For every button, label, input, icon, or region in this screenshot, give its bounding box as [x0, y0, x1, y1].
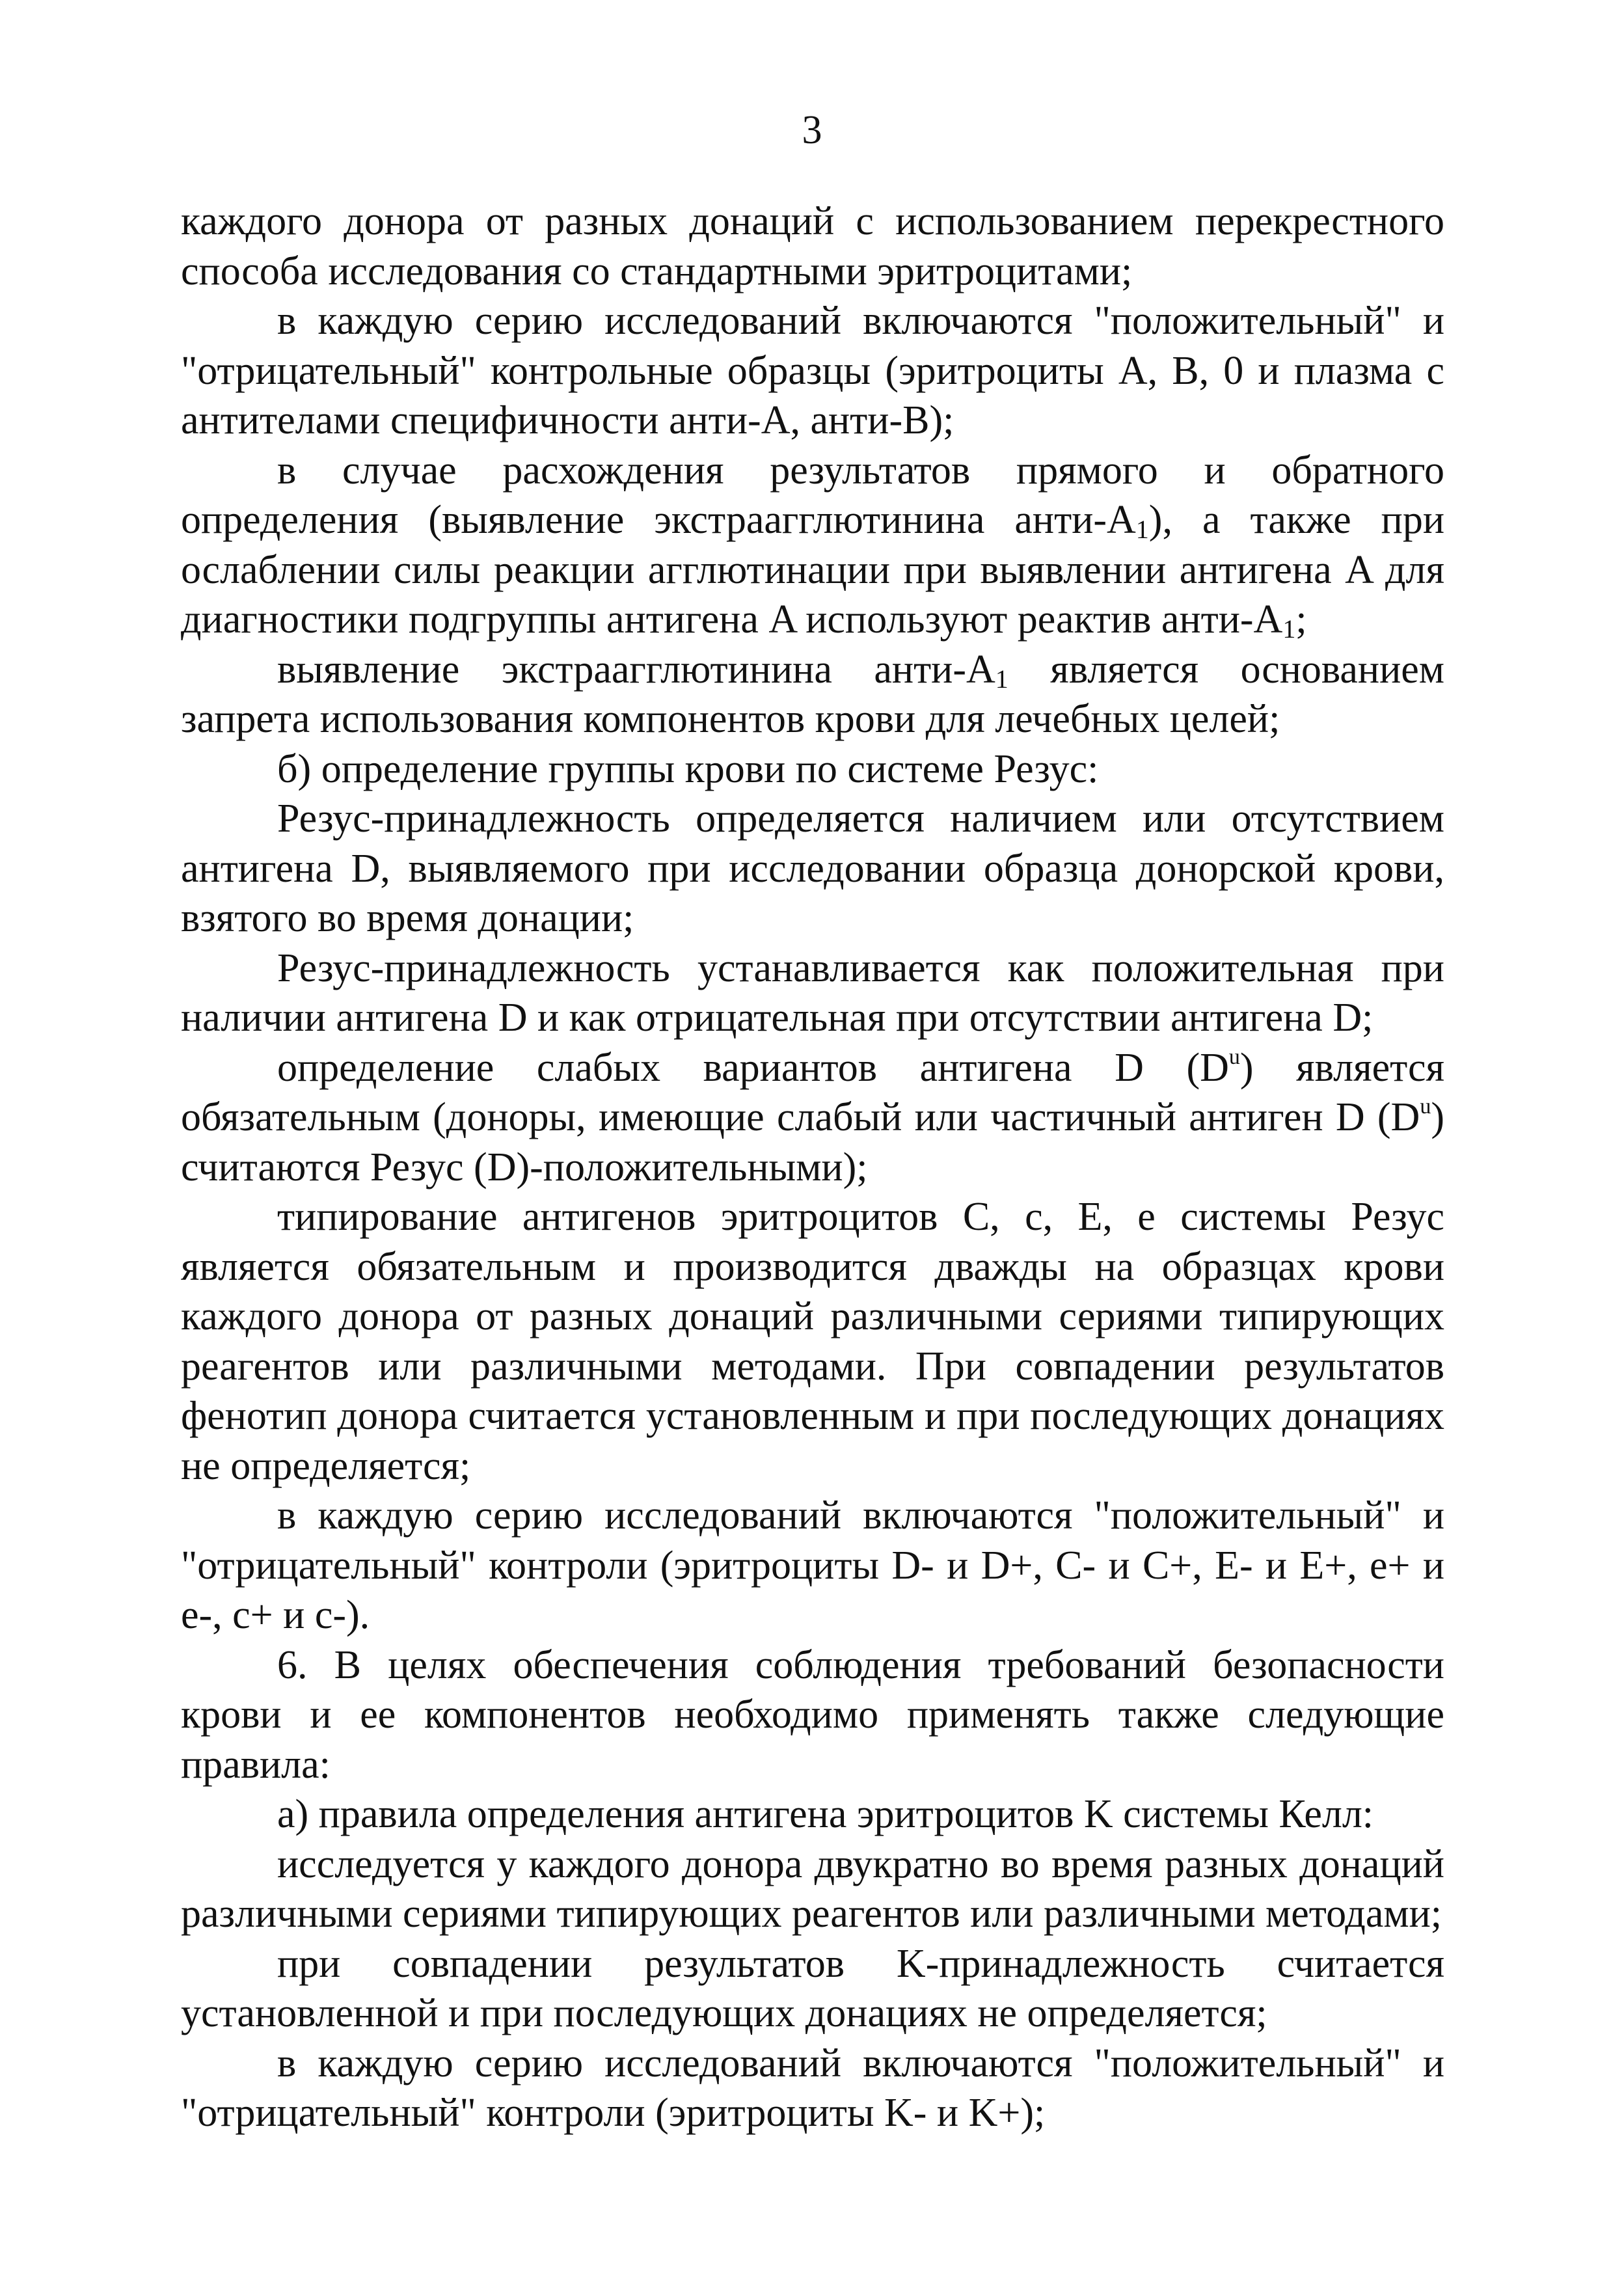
paragraph-section-6: 6. В целях обеспечения соблюдения требований безопасности крови и ее компонентов необходимо применять также следующие правила:	[181, 1642, 1444, 1787]
text-segment: определение слабых вариантов антигена D (D	[277, 1045, 1229, 1090]
paragraph-kell-heading: а) правила определения антигена эритроцитов K системы Келл:	[277, 1792, 1374, 1836]
paragraph-kell-established: при совпадении результатов K-принадлежность считается установленной и при последующих донациях не определяется;	[181, 1941, 1444, 2035]
paragraph-weak-d-variants	[181, 1043, 1444, 1193]
paragraph-rhesus-definition: Резус-принадлежность определяется наличием или отсутствием антигена D, выявляемого при исследовании образца донорской крови, взятого во время донации;	[181, 796, 1444, 940]
document-body	[181, 197, 1444, 2138]
superscript: u	[1420, 1094, 1431, 1119]
paragraph-anti-a1-prohibition	[181, 645, 1444, 744]
text-segment: ) считаются Резус (D)-положительными);	[181, 1095, 1444, 1189]
subscript: 1	[995, 664, 1008, 694]
text-segment: ), а также при ослаблении силы реакции агглютинации при выявлении антигена A для диагностики подгруппы антигена A используют реактив анти-A	[181, 498, 1445, 642]
paragraph-crossmatch-continuation: каждого донора от разных донаций с использованием перекрестного способа исследования со стандартными эритроцитами;	[181, 199, 1444, 293]
text-segment: является основанием запрета использования компонентов крови для лечебных целей;	[181, 647, 1445, 741]
paragraph-anti-a1-subgroup	[181, 446, 1444, 645]
paragraph-abo-controls: в каждую серию исследований включаются "положительный" и "отрицательный" контрольные образцы (эритроциты A, B, 0 и плазма с антителами специфичности анти-A, анти-B);	[181, 299, 1444, 442]
text-segment: выявление экстраагглютинина анти-A	[277, 647, 995, 692]
paragraph-kell-double-testing: исследуется у каждого донора двукратно во время разных донаций различными сериями типирующих реагентов или различными методами;	[181, 1841, 1444, 1936]
paragraph-rhesus-controls: в каждую серию исследований включаются "положительный" и "отрицательный" контроли (эритроциты D- и D+, C- и C+, E- и E+, e+ и e-, c+ и c-).	[181, 1493, 1444, 1637]
text-segment: в случае расхождения результатов прямого и обратного определения (выявление экстраагглютинина анти-A	[181, 448, 1444, 542]
text-segment: ;	[1295, 597, 1307, 642]
paragraph-kell-controls: в каждую серию исследований включаются "положительный" и "отрицательный" контроли (эритроциты K- и K+);	[181, 2041, 1444, 2135]
paragraph-rhesus-antigen-typing: типирование антигенов эритроцитов C, c, E, e системы Резус является обязательным и производится дважды на образцах крови каждого донора от разных донаций различными сериями типирующих реагентов или различными методами. При совпадении результатов фенотип донора считается установленным и при последующих донациях не определяется;	[181, 1195, 1444, 1488]
text-segment: ) является обязательным (доноры, имеющие слабый или частичный антиген D (D	[181, 1045, 1444, 1139]
page-number: 3	[802, 108, 822, 152]
superscript: u	[1228, 1044, 1240, 1069]
subscript: 1	[1282, 614, 1296, 644]
paragraph-rhesus-positive-negative: Резус-принадлежность устанавливается как положительная при наличии антигена D и как отрицательная при отсутствии антигена D;	[181, 945, 1444, 1040]
paragraph-rhesus-heading: б) определение группы крови по системе Резус:	[277, 746, 1099, 791]
subscript: 1	[1135, 515, 1149, 544]
